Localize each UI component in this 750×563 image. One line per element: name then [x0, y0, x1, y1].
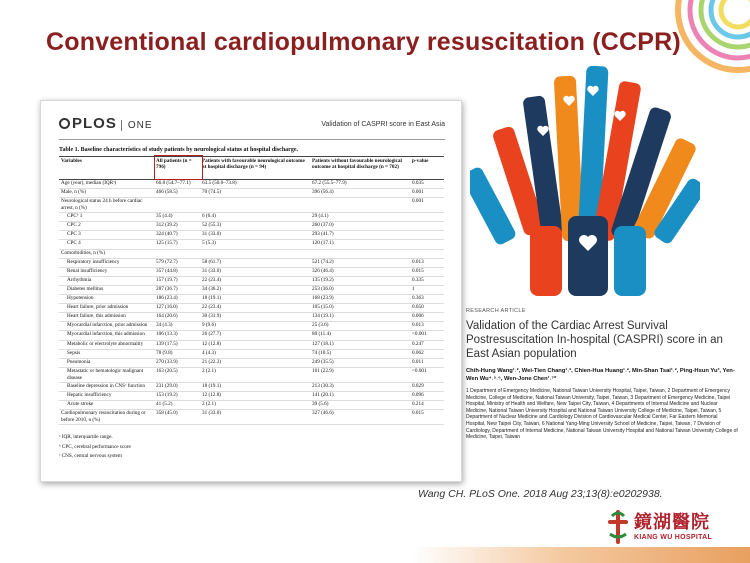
table-cell: Heart failure, this admission — [59, 313, 154, 322]
table-cell: 0.013 — [410, 258, 444, 267]
table-cell: 260 (37.0) — [310, 222, 410, 231]
table-caption: Table 1. Baseline characteristics of study patients by neurological status at hospital discharge. — [59, 147, 299, 153]
table-cell — [410, 231, 444, 240]
table-cell: 0.214 — [410, 400, 444, 409]
article-affiliations: 1 Department of Emergency Medicine, National Taiwan University Hospital, Taipei, Taiwan, 2 Department of Emergency Medicine, College of Medicine, National Taiwan University, Taipei, Taiwan, 3 Department of Emergency Medicine, Taipei Hospital, Ministry of Health and Welfare, New Taipei City, Taiwan, 4 Departments of Internal Medicine and Nuclear Medicine, National Taiwan University Hospital and National Taiwan University College of Medicine, Taipei, Taiwan, 5 Department of Nuclear Medicine and Cardiology Division of Cardiovascular Medical Center, Far Eastern Memorial Hospital, New Taipei City, Taiwan, 6 National Yang-Ming University School of Medicine, Taipei, Taiwan, 7 Division of Cardiology, Department of Internal Medicine, National Taiwan University Hospital and National Taiwan University College of Medicine, Taipei, Taiwan — [466, 388, 738, 441]
table-row — [59, 249, 444, 258]
table-cell: 141 (20.1) — [310, 391, 410, 400]
footnote: ᶜ CNS, central nervous system — [59, 453, 122, 459]
table-cell: 0.029 — [410, 382, 444, 391]
table-header-cell: Variables — [59, 157, 154, 180]
table-cell: 134 (19.1) — [310, 313, 410, 322]
table-row — [59, 322, 444, 331]
paper-table-excerpt — [40, 100, 462, 482]
table-cell — [310, 249, 410, 258]
table-cell: 25 (3.6) — [310, 322, 410, 331]
table-cell: Diabetes mellitus — [59, 285, 154, 294]
table-row — [59, 400, 444, 409]
table-cell — [154, 249, 200, 258]
table-cell: 357 (44.8) — [154, 267, 200, 276]
table-cell: 327 (46.6) — [310, 410, 410, 425]
table-cell: 0.001 — [410, 198, 444, 213]
plos-logo-icon — [59, 118, 70, 129]
table-body — [59, 180, 444, 425]
footnote: ᵇ CPC, cerebral performance score — [59, 443, 131, 450]
table-cell: 127 (18.1) — [310, 340, 410, 349]
table-row — [59, 198, 444, 213]
table-cell: 0.096 — [410, 391, 444, 400]
table-cell: 78 (9.8) — [154, 349, 200, 358]
table-cell: Comorbidities, n (%) — [59, 249, 154, 258]
table-cell: Acute stroke — [59, 400, 154, 409]
table-cell: CPC 3 — [59, 231, 154, 240]
slide-title: Conventional cardiopulmonary resuscitation (CCPR) — [46, 28, 681, 56]
table-cell — [410, 222, 444, 231]
table-row — [59, 189, 444, 198]
citation: Wang CH. PLoS One. 2018 Aug 23;13(8):e0202938. — [418, 488, 663, 500]
table-cell: 21 (22.3) — [200, 358, 310, 367]
hands-group — [470, 66, 700, 296]
plos-logo-text: PLOS — [72, 115, 117, 132]
table-cell: Myocardial infarction, prior admission — [59, 322, 154, 331]
table-cell: 125 (15.7) — [154, 240, 200, 249]
table-cell: 105 (15.0) — [310, 304, 410, 313]
table-cell: 0.363 — [410, 295, 444, 304]
table-cell: 127 (16.0) — [154, 304, 200, 313]
table-cell: 139 (17.5) — [154, 340, 200, 349]
table-cell: 63.5 (50.0–73.8) — [200, 180, 310, 189]
running-title: Validation of CASPRI score in East Asia — [321, 121, 445, 128]
table-row — [59, 340, 444, 349]
table-cell: 41 (5.2) — [154, 400, 200, 409]
baseline-table — [59, 156, 444, 425]
table-row — [59, 313, 444, 322]
table-cell: 9 (9.6) — [200, 322, 310, 331]
table-cell: 26 (27.7) — [200, 331, 310, 340]
table-header-row — [59, 157, 444, 180]
table-cell: 249 (35.5) — [310, 358, 410, 367]
table-cell: 0.015 — [410, 410, 444, 425]
table-cell: 396 (56.4) — [310, 189, 410, 198]
table-cell: Myocardial infarction, this admission — [59, 331, 154, 340]
table-cell — [410, 249, 444, 258]
table-cell: 213 (30.3) — [310, 382, 410, 391]
table-cell: 186 (23.4) — [154, 295, 200, 304]
table-row — [59, 304, 444, 313]
table-cell — [200, 198, 310, 213]
table-cell: 0.335 — [410, 276, 444, 285]
table-cell: 4 (4.3) — [200, 349, 310, 358]
table-cell: 0.011 — [410, 358, 444, 367]
table-row — [59, 213, 444, 222]
table-cell — [200, 249, 310, 258]
bottom-gradient-bar — [0, 547, 750, 563]
table-row — [59, 258, 444, 267]
table-cell: 466 (58.5) — [154, 189, 200, 198]
table-row — [59, 267, 444, 276]
table-row — [59, 222, 444, 231]
article-title: Validation of the Cardiac Arrest Survival Postresuscitation In-hospital (CASPRI) score in an East Asian population — [466, 320, 723, 360]
table-cell: 0.015 — [410, 267, 444, 276]
table-row — [59, 180, 444, 189]
table-cell: Hepatic insufficiency — [59, 391, 154, 400]
table-cell: 31 (33.0) — [200, 231, 310, 240]
table-cell: Age (year), median (IQRᵃ) — [59, 180, 154, 189]
table-cell — [410, 213, 444, 222]
logo-english-name: KIANG WU HOSPITAL — [634, 534, 713, 541]
table-cell: Arrhythmia — [59, 276, 154, 285]
table-row — [59, 410, 444, 425]
table-header-cell: Patients without favourable neurological outcome at hospital discharge (n = 702) — [310, 157, 410, 180]
table-cell: 168 (23.9) — [310, 295, 410, 304]
table-cell: 67.2 (55.5–77.9) — [310, 180, 410, 189]
article-label: RESEARCH ARTICLE — [466, 308, 526, 314]
table-cell: CPC 4 — [59, 240, 154, 249]
table-cell: Hypotension — [59, 295, 154, 304]
table-cell: CPCᵇ 1 — [59, 213, 154, 222]
table-cell: Metastatic or hematologic malignant disease — [59, 367, 154, 382]
table-row — [59, 367, 444, 382]
table-cell: 164 (20.6) — [154, 313, 200, 322]
table-cell: 2 (2.1) — [200, 367, 310, 382]
table-cell: <0.001 — [410, 331, 444, 340]
hospital-emblem-icon — [606, 508, 630, 546]
table-cell: 579 (72.7) — [154, 258, 200, 267]
table-row — [59, 358, 444, 367]
table-cell: 326 (46.4) — [310, 267, 410, 276]
table-cell: 0.035 — [410, 180, 444, 189]
table-cell: 52 (55.3) — [200, 222, 310, 231]
table-cell: 270 (33.9) — [154, 358, 200, 367]
table-cell: 157 (19.7) — [154, 276, 200, 285]
table-cell: Heart failure, prior admission — [59, 304, 154, 313]
table-cell: 287 (36.7) — [154, 285, 200, 294]
table-cell: Cardiopulmonary resuscitation during or before 2010, n (%) — [59, 410, 154, 425]
table-cell: CPC 2 — [59, 222, 154, 231]
table-cell: 161 (22.9) — [310, 367, 410, 382]
table-header-cell: Patients with favourable neurological outcome at hospital discharge (n = 94) — [200, 157, 310, 180]
table-cell: 29 (4.1) — [310, 213, 410, 222]
table-cell: 39 (5.6) — [310, 400, 410, 409]
table-row — [59, 231, 444, 240]
table-cell: 34 (4.3) — [154, 322, 200, 331]
table-cell: 106 (13.3) — [154, 331, 200, 340]
table-cell: Neurological status 24 h before cardiac arrest, n (%) — [59, 198, 154, 213]
table-cell: 74 (10.5) — [310, 349, 410, 358]
table-cell: Renal insufficiency — [59, 267, 154, 276]
table-cell: Baseline depression in CNSᶜ function — [59, 382, 154, 391]
table-row — [59, 382, 444, 391]
table-row — [59, 391, 444, 400]
table-header-cell: All patients (n = 796) — [154, 157, 200, 180]
table-cell: 253 (36.0) — [310, 285, 410, 294]
raised-hands-illustration — [470, 66, 700, 306]
plos-logo — [59, 115, 153, 132]
table-cell: 34 (36.2) — [200, 285, 310, 294]
table-footnotes — [59, 433, 131, 462]
header-divider — [59, 139, 445, 140]
table-cell: 66.8 (54.7–77.1) — [154, 180, 200, 189]
table-row — [59, 240, 444, 249]
table-cell — [310, 198, 410, 213]
hospital-logo — [606, 508, 736, 548]
table-cell: Respiratory insufficiency — [59, 258, 154, 267]
table-cell: 0.006 — [410, 313, 444, 322]
logo-chinese-name: 鏡湖醫院 — [634, 512, 710, 533]
table-row — [59, 295, 444, 304]
table-cell: 135 (19.2) — [310, 276, 410, 285]
table-cell — [410, 240, 444, 249]
table-cell: 0.001 — [410, 189, 444, 198]
table-header-cell: p-value — [410, 157, 444, 180]
table-cell: 31 (33.0) — [200, 410, 310, 425]
table-cell: 312 (39.2) — [154, 222, 200, 231]
table-cell: 1 — [410, 285, 444, 294]
table-cell: 153 (19.2) — [154, 391, 200, 400]
article-authors: Chih-Hung Wang¹˒², Wei-Tien Chang¹˒², Chien-Hua Huang¹˒², Min-Shan Tsai¹˒², Ping-Hsun Yu³, Yen-Wen Wu⁴˒⁵˒⁶, Wen-Jone Chen¹˒⁷* — [466, 368, 735, 382]
table-cell: 30 (31.9) — [200, 313, 310, 322]
table-cell: Male, n (%) — [59, 189, 154, 198]
table-cell: 18 (19.1) — [200, 382, 310, 391]
plos-logo-sub: ONE — [121, 120, 153, 131]
table-cell: 231 (29.0) — [154, 382, 200, 391]
table-cell: 293 (41.7) — [310, 231, 410, 240]
table-cell: 324 (40.7) — [154, 231, 200, 240]
table-cell: 163 (20.5) — [154, 367, 200, 382]
table-cell: 22 (23.4) — [200, 276, 310, 285]
table-cell: Pneumonia — [59, 358, 154, 367]
table-cell: 58 (61.7) — [200, 258, 310, 267]
table-cell: 358 (45.0) — [154, 410, 200, 425]
table-cell: 6 (6.4) — [200, 213, 310, 222]
table-row — [59, 349, 444, 358]
table-cell: 2 (2.1) — [200, 400, 310, 409]
table-cell: 18 (19.1) — [200, 295, 310, 304]
table-cell: 5 (5.3) — [200, 240, 310, 249]
table-cell: 521 (74.2) — [310, 258, 410, 267]
table-cell: 22 (23.4) — [200, 304, 310, 313]
footnote: ᵃ IQR, interquartile range. — [59, 434, 113, 440]
highlight-box — [154, 155, 203, 180]
table-cell: 12 (12.8) — [200, 391, 310, 400]
table-cell: 12 (12.8) — [200, 340, 310, 349]
table-cell: 0.013 — [410, 322, 444, 331]
table-cell: 80 (11.4) — [310, 331, 410, 340]
table-cell: Sepsis — [59, 349, 154, 358]
table-cell: Metabolic or electrolyte abnormality — [59, 340, 154, 349]
table-row — [59, 285, 444, 294]
table-cell: 0.050 — [410, 304, 444, 313]
table-row — [59, 276, 444, 285]
article-header — [466, 308, 738, 441]
table-cell: <0.001 — [410, 367, 444, 382]
table-cell: 0.247 — [410, 340, 444, 349]
table-cell: 70 (74.5) — [200, 189, 310, 198]
table-cell — [154, 198, 200, 213]
table-cell: 31 (33.0) — [200, 267, 310, 276]
table-row — [59, 331, 444, 340]
table-cell: 35 (4.4) — [154, 213, 200, 222]
table-cell: 120 (17.1) — [310, 240, 410, 249]
table-cell: 0.062 — [410, 349, 444, 358]
